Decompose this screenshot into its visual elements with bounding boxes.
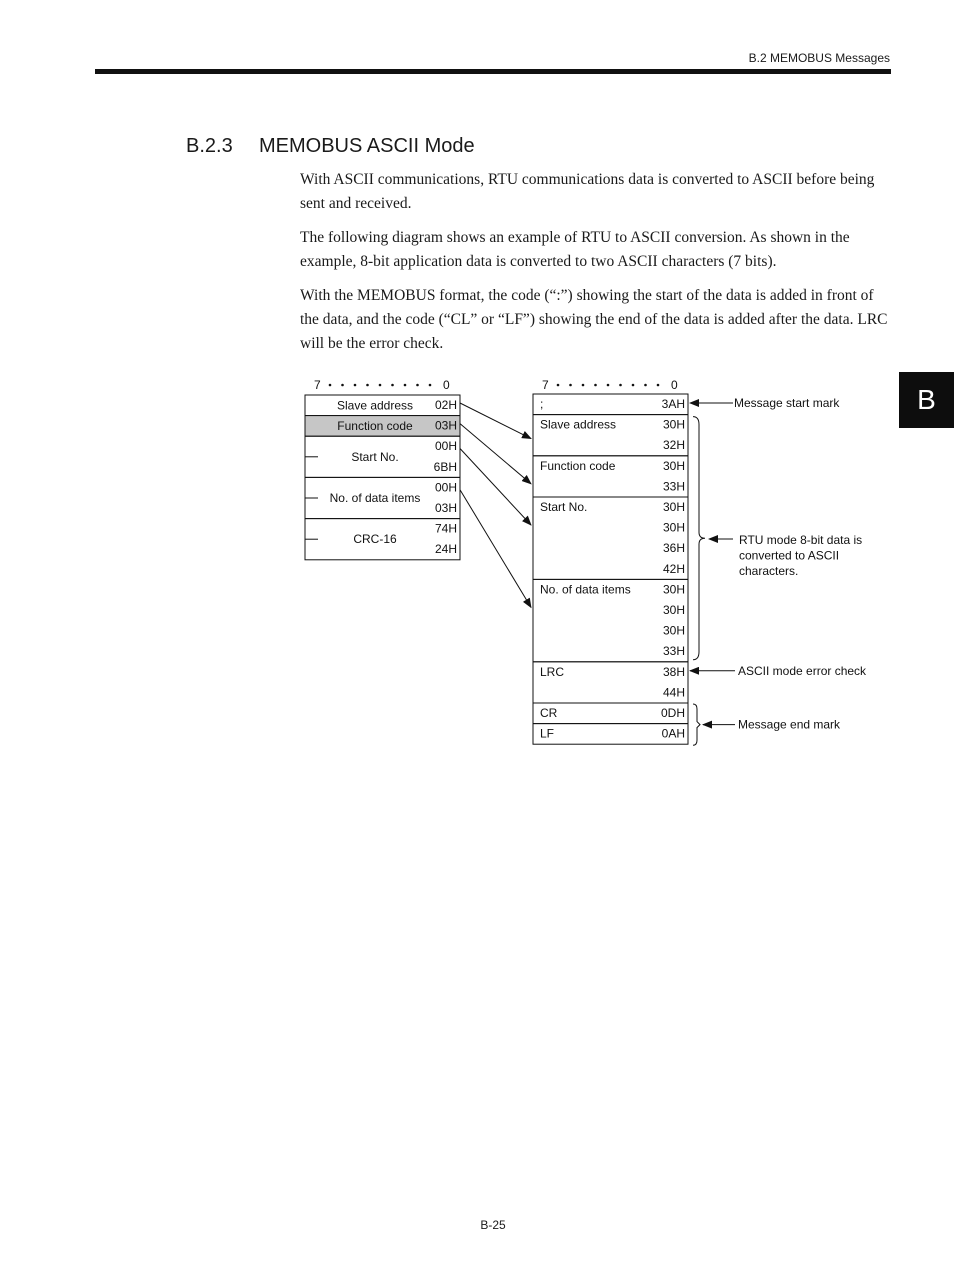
ascii-frame — [533, 378, 688, 744]
ascii-bit-dot — [557, 384, 560, 387]
ascii-bit-dot — [607, 384, 610, 387]
conversion-brace — [693, 417, 705, 660]
rtu-byte-value: 00H — [434, 480, 457, 495]
rtu-field-label: Function code — [337, 418, 413, 433]
ascii-bit-high: 7 — [542, 378, 549, 392]
rtu-byte-value: 03H — [434, 418, 457, 433]
rtu-bit-dot — [404, 384, 407, 387]
ascii-bit-dot — [582, 384, 585, 387]
ascii-byte-value: 30H — [662, 417, 685, 432]
ascii-field-label: Function code — [540, 458, 616, 473]
ascii-byte-value: 32H — [662, 438, 685, 453]
rtu-bit-dot — [391, 384, 394, 387]
ascii-byte-value: 38H — [662, 664, 685, 679]
rtu-byte-value: 24H — [434, 542, 457, 557]
rtu-frame — [305, 378, 460, 560]
rtu-bit-dot — [429, 384, 432, 387]
chapter-tab: B — [899, 372, 954, 428]
conversion-arrow — [460, 490, 531, 608]
rtu-bit-dot — [416, 384, 419, 387]
ascii-field-label: LF — [540, 726, 555, 741]
running-header: B.2 MEMOBUS Messages — [748, 51, 890, 65]
ascii-byte-value: 42H — [662, 561, 685, 576]
conversion-arrows — [460, 403, 531, 607]
paragraph-2: The following diagram shows an example of RTU to ASCII conversion. As shown in the example, 8-bit application data is converted to two ASCII characters (7 bits). — [300, 229, 850, 270]
ascii-field-label: CR — [540, 706, 558, 720]
ascii-byte-value: 36H — [662, 541, 685, 556]
rtu-byte-value: 00H — [434, 439, 457, 454]
ascii-byte-value: 0DH — [660, 706, 685, 720]
rtu-byte-value: 6BH — [433, 459, 457, 474]
ascii-bit-dot — [594, 384, 597, 387]
paragraph-1: With ASCII communications, RTU communications data is converted to ASCII before being sent and received. — [300, 171, 875, 212]
conversion-label-line: RTU mode 8-bit data is — [739, 533, 863, 547]
ascii-byte-value: 30H — [662, 582, 685, 597]
rtu-field-label: Start No. — [351, 449, 399, 464]
page-number: B-25 — [480, 1218, 506, 1232]
ascii-field-label: Slave address — [540, 417, 617, 432]
rtu-byte-value: 02H — [434, 398, 457, 412]
ascii-bit-low: 0 — [671, 378, 678, 392]
ascii-byte-value: 33H — [662, 644, 685, 659]
ascii-field-label: Start No. — [540, 500, 588, 514]
ascii-byte-value: 30H — [662, 623, 685, 638]
rtu-bit-low: 0 — [443, 378, 450, 392]
rtu-field-label: Slave address — [336, 398, 414, 413]
paragraph-3: With the MEMOBUS format, the code (“:”) showing the start of the data is added in front of the data, and the code (“CL” or “LF”) showing the end of the data is added after the data. LRC will be the error check. — [300, 287, 888, 352]
conversion-label-line: converted to ASCII — [739, 548, 840, 563]
end-mark-label: Message end mark — [738, 717, 841, 732]
conversion-arrow — [460, 424, 531, 484]
ascii-bit-dot — [619, 384, 622, 387]
ascii-byte-value: 30H — [662, 500, 685, 514]
rtu-byte-value: 74H — [434, 521, 457, 536]
ascii-bit-dot — [569, 384, 572, 387]
rtu-bit-dot — [329, 384, 332, 387]
frame-annotations — [690, 396, 867, 745]
rtu-bit-dot — [354, 384, 357, 387]
ascii-field-label: No. of data items — [540, 582, 631, 597]
ascii-bit-dot — [644, 384, 647, 387]
ascii-field-label: ; — [540, 397, 544, 411]
ascii-byte-value: 30H — [662, 520, 685, 535]
ascii-byte-value: 30H — [662, 603, 685, 617]
ascii-byte-value: 30H — [662, 458, 685, 473]
section-heading: MEMOBUS ASCII Mode — [259, 135, 475, 157]
ascii-byte-value: 44H — [662, 685, 685, 700]
end-mark-brace — [693, 704, 700, 745]
rtu-field-label: No. of data items — [329, 491, 421, 505]
ascii-field-label: LRC — [540, 664, 565, 679]
rtu-bit-high: 7 — [314, 378, 321, 392]
rtu-byte-value: 03H — [434, 501, 457, 515]
rtu-field-label: CRC-16 — [353, 532, 397, 547]
rtu-bit-dot — [379, 384, 382, 387]
section-number: B.2.3 — [186, 135, 233, 157]
ascii-byte-value: 33H — [662, 479, 685, 494]
start-mark-label: Message start mark — [734, 396, 840, 410]
rtu-bit-dot — [366, 384, 369, 387]
rtu-bit-dot — [341, 384, 344, 387]
ascii-bit-dot — [657, 384, 660, 387]
ascii-byte-value: 0AH — [661, 726, 685, 741]
conversion-arrow — [460, 449, 531, 526]
ascii-bit-dot — [632, 384, 635, 387]
error-check-label: ASCII mode error check — [738, 663, 867, 678]
ascii-byte-value: 3AH — [661, 397, 685, 411]
conversion-label-line: characters. — [739, 564, 799, 578]
